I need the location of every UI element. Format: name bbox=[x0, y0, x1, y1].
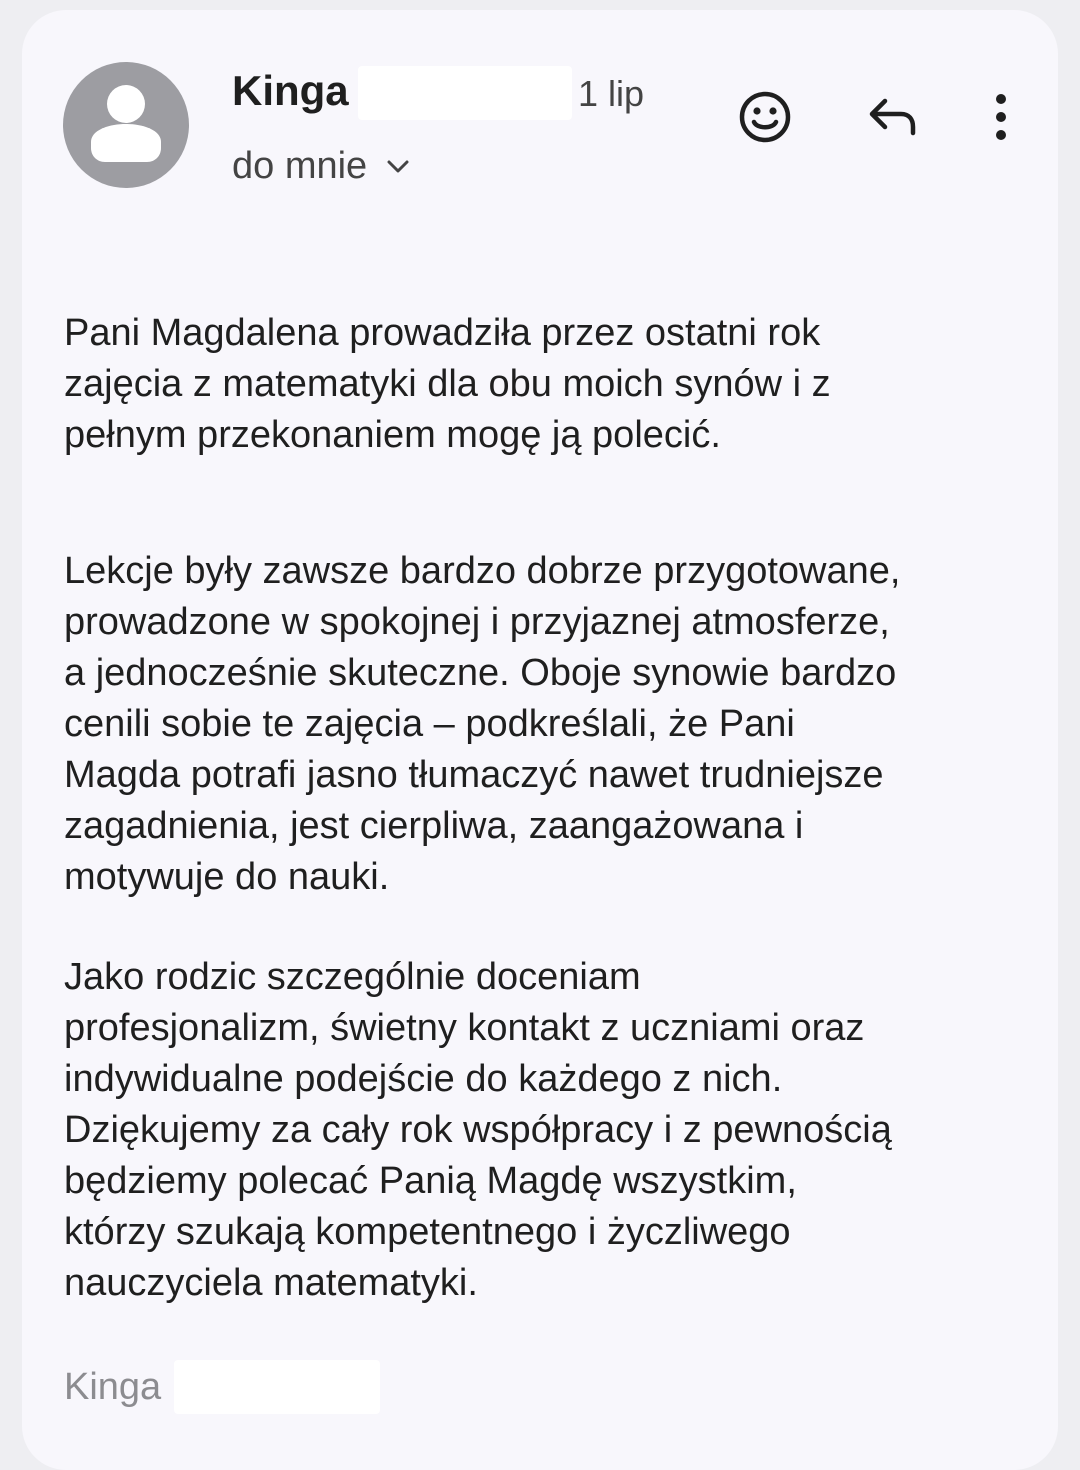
redacted-signature-surname bbox=[174, 1360, 380, 1414]
recipient-label: do mnie bbox=[232, 145, 368, 187]
reply-icon bbox=[867, 95, 919, 139]
email-date: 1 lip bbox=[578, 73, 645, 114]
sender-name: Kinga bbox=[232, 67, 349, 114]
redacted-surname bbox=[358, 66, 572, 120]
email-paragraph: Lekcje były zawsze bardzo dobrze przygotowane, prowadzone w spokojnej i przyjaznej atmosferze, a jednocześnie skuteczne. Oboje synowie bardzo cenili sobie te zajęcia – podkreślali, że Pani Magda potrafi jasno tłumaczyć nawet trudniejsze zagadnienia, jest cierpliwa, zaangażowana i motywuje do nauki. bbox=[64, 550, 901, 898]
more-vert-icon bbox=[993, 93, 1009, 141]
reply-button[interactable] bbox=[862, 90, 924, 144]
email-paragraph: Jako rodzic szczególnie doceniam profesjonalizm, świetny kontakt z uczniami oraz indywidualne podejście do każdego z nich. Dziękujemy za cały rok współpracy i z pewnością będziemy polecać Panią Magdę wszystkim, którzy szukają kompetentnego i życzliwego nauczyciela matematyki. bbox=[64, 956, 892, 1304]
email-signature: Kinga bbox=[64, 1366, 162, 1408]
email-paragraph: Pani Magdalena prowadziła przez ostatni rok zajęcia z matematyki dla obu moich synów i z pełnym przekonaniem mogę ją polecić. bbox=[64, 312, 831, 456]
emoji-reaction-icon bbox=[737, 89, 793, 145]
chevron-down-icon bbox=[387, 160, 409, 174]
sender-avatar[interactable] bbox=[63, 62, 189, 188]
person-avatar-icon bbox=[63, 62, 189, 188]
add-reaction-button[interactable] bbox=[734, 86, 796, 148]
recipient-details-toggle[interactable] bbox=[232, 142, 409, 190]
more-options-button[interactable] bbox=[980, 86, 1022, 148]
